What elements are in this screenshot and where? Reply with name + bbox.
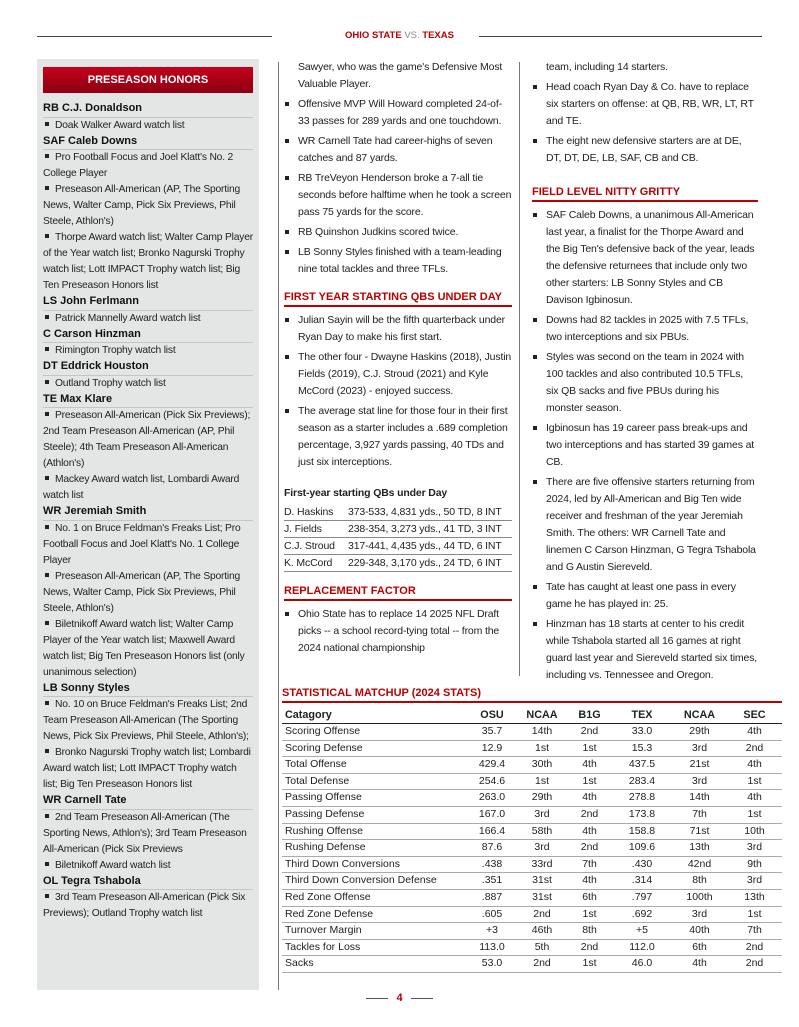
bullet-square-icon: [533, 355, 537, 359]
player-name: LB Sonny Styles: [43, 681, 253, 698]
stats-cell: .314: [612, 873, 672, 890]
honor-text: No. 10 on Bruce Feldman's Freaks List; 2nd Team Preseason All-American (The Sporting News, Pick Six Previews, Phil Steele, Athlon's);: [43, 699, 249, 742]
stats-cell: .351: [467, 873, 517, 890]
stats-cell: .438: [467, 856, 517, 873]
bullet-square-icon: [533, 480, 537, 484]
table-row: [282, 956, 782, 973]
bullet-square-icon: [45, 380, 49, 384]
bullet-item: [284, 403, 512, 471]
bullet-item: [284, 244, 512, 278]
stats-cell: Rushing Defense: [282, 840, 467, 857]
page-number: 4: [396, 992, 403, 1004]
stats-cell: Scoring Offense: [282, 724, 467, 741]
stats-cell: 1st: [567, 740, 612, 757]
stats-cell: 1st: [727, 906, 782, 923]
qb-name: D. Haskins: [284, 506, 334, 518]
stats-cell: 263.0: [467, 790, 517, 807]
stats-header: B1G: [567, 703, 612, 724]
column-divider: [278, 62, 279, 990]
preseason-honors-sidebar: [37, 59, 259, 990]
bullet-square-icon: [45, 573, 49, 577]
stats-cell: 1st: [727, 773, 782, 790]
stats-cell: 429.4: [467, 757, 517, 774]
bullet-text: LB Sonny Styles finished with a team-leading nine total tackles and three TFLs.: [298, 246, 502, 275]
intro-text: Sawyer, who was the game's Defensive Most Valuable Player.: [298, 61, 503, 90]
stats-cell: 166.4: [467, 823, 517, 840]
bullet-square-icon: [45, 412, 49, 416]
honor-item: [43, 569, 253, 617]
stats-cell: 4th: [727, 757, 782, 774]
stats-cell: 10th: [727, 823, 782, 840]
stats-cell: 4th: [672, 956, 727, 973]
honor-item: [43, 697, 253, 745]
bullet-square-icon: [533, 139, 537, 143]
stats-cell: 13th: [727, 889, 782, 906]
stats-cell: 5th: [517, 939, 567, 956]
stats-cell: 2nd: [517, 956, 567, 973]
bullet-square-icon: [285, 176, 289, 180]
intro-text: team, including 14 starters.: [546, 61, 668, 73]
stats-cell: Turnover Margin: [282, 923, 467, 940]
table-row: [282, 840, 782, 857]
table-row: [282, 790, 782, 807]
honor-item: [43, 472, 253, 504]
player-name: LS John Ferlmann: [43, 294, 253, 311]
stats-cell: 7th: [672, 806, 727, 823]
bullet-square-icon: [45, 234, 49, 238]
player-name: SAF Caleb Downs: [43, 134, 253, 151]
stats-cell: 2nd: [567, 840, 612, 857]
qb-name: C.J. Stroud: [284, 540, 335, 552]
footer-rule: [366, 998, 388, 999]
stats-cell: 8th: [567, 923, 612, 940]
qb-row: [284, 504, 512, 521]
player-name: RB C.J. Donaldson: [43, 101, 253, 118]
bullet-text: RB TreVeyon Henderson broke a 7-all tie seconds before halftime when he took a screen pass 75 yards for the score.: [298, 172, 512, 218]
footer-rule: [411, 998, 433, 999]
stats-cell: 6th: [672, 939, 727, 956]
stats-table: [282, 703, 782, 973]
stats-cell: 100th: [672, 889, 727, 906]
stats-cell: 2nd: [567, 939, 612, 956]
stats-cell: 1st: [727, 806, 782, 823]
table-row: [282, 806, 782, 823]
bullet-text: Downs had 82 tackles in 2025 with 7.5 TFLs, two interceptions and six PBUs.: [546, 314, 749, 343]
honor-text: Rimington Trophy watch list: [55, 345, 176, 356]
bullet-item: [532, 79, 758, 130]
bullet-text: The other four - Dwayne Haskins (2018), Justin Fields (2019), C.J. Stroud (2021) and Kyle McCord (2023) - enjoyed success.: [298, 351, 512, 397]
bullet-square-icon: [45, 315, 49, 319]
stats-cell: 254.6: [467, 773, 517, 790]
player-name: DT Eddrick Houston: [43, 359, 253, 376]
qb-line: 373-533, 4,831 yds., 50 TD, 8 INT: [348, 506, 502, 518]
honor-item: [43, 858, 253, 874]
section-heading: REPLACEMENT FACTOR: [284, 584, 512, 601]
honor-text: Preseason All-American (Pick Six Previews); 2nd Team Preseason All-American (AP, Phil Steele); 4th Team Preseason All-American (Athlon's): [43, 410, 251, 469]
bullet-item: [284, 96, 512, 130]
honor-item: [43, 118, 253, 134]
stats-cell: 7th: [567, 856, 612, 873]
honor-text: Biletnikoff Award watch list; Walter Camp Player of the Year watch list; Maxwell Award watch list; Big Ten Preseason Honors list (only unanimous selection): [43, 618, 245, 678]
table-row: [282, 923, 782, 940]
stats-header: Catagory: [282, 703, 467, 724]
stats-cell: 3rd: [727, 873, 782, 890]
stats-cell: 278.8: [612, 790, 672, 807]
honor-text: Preseason All-American (AP, The Sporting News, Walter Camp, Pick Six Previews, Phil Steele, Athlon's): [43, 570, 241, 614]
honor-text: 2nd Team Preseason All-American (The Sporting News, Athlon's); 3rd Team Preseason All-American (Pick Six Previews: [43, 811, 247, 855]
qb-line: 238-354, 3,273 yds., 41 TD, 3 INT: [348, 523, 502, 535]
player-name: C Carson Hinzman: [43, 327, 253, 344]
bullet-item: [532, 579, 758, 613]
stats-cell: Red Zone Offense: [282, 889, 467, 906]
stats-cell: Red Zone Defense: [282, 906, 467, 923]
stats-cell: 2nd: [727, 956, 782, 973]
table-row: [282, 740, 782, 757]
stats-cell: 4th: [567, 790, 612, 807]
stats-cell: Third Down Conversion Defense: [282, 873, 467, 890]
stats-cell: 1st: [517, 773, 567, 790]
bullet-square-icon: [45, 894, 49, 898]
stats-cell: .692: [612, 906, 672, 923]
bullet-text: There are five offensive starters returning from 2024, led by All-American and Big Ten wide receiver and freshman of the year Jeremiah Smith. The others: WR Carnell Tate and linemen C Carson Hinzman, G Tegra Tshabola and G Austin Siereveld.: [546, 476, 756, 573]
honor-text: Patrick Mannelly Award watch list: [55, 312, 201, 324]
bullet-item: [532, 616, 758, 684]
stats-cell: 4th: [567, 757, 612, 774]
stats-cell: 437.5: [612, 757, 672, 774]
stats-cell: 9th: [727, 856, 782, 873]
team1-label: OHIO STATE: [345, 30, 402, 41]
stats-header: NCAA: [672, 703, 727, 724]
player-name: TE Max Klare: [43, 392, 253, 409]
section-heading: FIELD LEVEL NITTY GRITTY: [532, 185, 758, 202]
stats-cell: 29th: [517, 790, 567, 807]
stats-cell: 46th: [517, 923, 567, 940]
stats-cell: 87.6: [467, 840, 517, 857]
stats-cell: .887: [467, 889, 517, 906]
bullet-item: [532, 420, 758, 471]
bullet-square-icon: [533, 85, 537, 89]
table-row: [282, 873, 782, 890]
stats-cell: 42nd: [672, 856, 727, 873]
stats-cell: 33rd: [517, 856, 567, 873]
honor-item: [43, 150, 253, 182]
stats-cell: +3: [467, 923, 517, 940]
stats-cell: 21st: [672, 757, 727, 774]
honor-item: [43, 408, 253, 472]
column-2: [284, 59, 512, 660]
honor-text: Pro Football Focus and Joel Klatt's No. 2 College Player: [43, 152, 234, 179]
column-divider: [519, 62, 520, 676]
honor-text: Preseason All-American (AP, The Sporting News, Walter Camp, Pick Six Previews, Phil Steele, Athlon's): [43, 184, 241, 227]
honor-text: Mackey Award watch list, Lombardi Award watch list: [43, 474, 240, 501]
stats-cell: 2nd: [517, 906, 567, 923]
stats-cell: 1st: [567, 956, 612, 973]
bullet-square-icon: [45, 621, 49, 625]
bullet-text: The eight new defensive starters are at DE, DT, DT, DE, LB, SAF, CB and CB.: [546, 135, 742, 164]
bullet-square-icon: [533, 426, 537, 430]
stats-cell: +5: [612, 923, 672, 940]
stats-cell: 109.6: [612, 840, 672, 857]
stats-cell: 15.3: [612, 740, 672, 757]
player-name: WR Jeremiah Smith: [43, 504, 253, 521]
honor-text: Biletnikoff Award watch list: [55, 859, 171, 871]
sidebar-title: PRESEASON HONORS: [43, 67, 253, 93]
bullet-text: Julian Sayin will be the fifth quarterback under Ryan Day to make his first start.: [298, 314, 506, 343]
stats-cell: 3rd: [672, 906, 727, 923]
qb-row: [284, 555, 512, 572]
bullet-item: [284, 170, 512, 221]
table-row: [282, 939, 782, 956]
stats-cell: 2nd: [727, 939, 782, 956]
stats-cell: .430: [612, 856, 672, 873]
bullet-square-icon: [285, 102, 289, 106]
stats-cell: 71st: [672, 823, 727, 840]
honor-item: [43, 745, 253, 793]
qb-line: 229-348, 3,170 yds., 24 TD, 6 INT: [348, 557, 502, 569]
stats-cell: 2nd: [567, 806, 612, 823]
bullet-item: [284, 349, 512, 400]
bullet-square-icon: [533, 622, 537, 626]
vs-label: VS.: [404, 30, 420, 41]
statistical-matchup: [282, 686, 782, 973]
bullet-text: Tate has caught at least one pass in every game he has played in: 25.: [546, 581, 736, 610]
bullet-item: [532, 133, 758, 167]
honor-item: [43, 890, 253, 922]
stats-cell: Tackles for Loss: [282, 939, 467, 956]
bullet-item: [532, 474, 758, 576]
stats-cell: 12.9: [467, 740, 517, 757]
qb-name: J. Fields: [284, 523, 322, 535]
table-row: [282, 906, 782, 923]
bullet-text: Hinzman has 18 starts at center to his credit while Tshabola started all 16 games at right guard last year and Siereveld started six times, including vs. Tennessee and Oregon.: [546, 618, 758, 681]
bullet-text: RB Quinshon Judkins scored twice.: [298, 226, 459, 238]
honor-item: [43, 810, 253, 858]
player-name: WR Carnell Tate: [43, 793, 253, 810]
table-row: [282, 757, 782, 774]
honor-item: [43, 343, 253, 359]
bullet-item: [532, 312, 758, 346]
stats-cell: 4th: [567, 873, 612, 890]
header-rule-left: [37, 36, 272, 37]
stats-cell: 113.0: [467, 939, 517, 956]
honor-item: [43, 311, 253, 327]
honor-item: [43, 617, 253, 681]
bullet-square-icon: [285, 612, 289, 616]
stats-header: OSU: [467, 703, 517, 724]
stats-cell: 1st: [567, 773, 612, 790]
bullet-square-icon: [45, 862, 49, 866]
stats-cell: Rushing Offense: [282, 823, 467, 840]
stats-cell: 4th: [727, 790, 782, 807]
bullet-square-icon: [533, 585, 537, 589]
stats-cell: 3rd: [672, 773, 727, 790]
stats-cell: 35.7: [467, 724, 517, 741]
stats-header: TEX: [612, 703, 672, 724]
qb-table: [284, 504, 512, 572]
bullet-item: [532, 349, 758, 417]
stats-cell: 3rd: [517, 840, 567, 857]
bullet-text: Styles was second on the team in 2024 with 100 tackles and also contributed 10.5 TFLs, six QB sacks and five PBUs during his monster season.: [546, 351, 744, 414]
bullet-text: SAF Caleb Downs, a unanimous All-American last year, a finalist for the Thorpe Award and the Big Ten's defensive back of the year, leads the defensive returnees that include only two other starters: LB Sonny Styles and CB Davison Igbinosun.: [546, 209, 755, 306]
bullet-text: WR Carnell Tate had career-highs of seven catches and 87 yards.: [298, 135, 493, 164]
table-row: [282, 823, 782, 840]
bullet-item: [284, 606, 512, 657]
player-name: OL Tegra Tshabola: [43, 874, 253, 891]
qb-name: K. McCord: [284, 557, 333, 569]
bullet-square-icon: [45, 701, 49, 705]
stats-cell: 6th: [567, 889, 612, 906]
column-3: [532, 59, 758, 687]
honor-text: Doak Walker Award watch list: [55, 119, 185, 131]
bullet-square-icon: [285, 230, 289, 234]
bullet-square-icon: [45, 122, 49, 126]
bullet-square-icon: [285, 250, 289, 254]
bullet-square-icon: [285, 355, 289, 359]
header-rule-right: [479, 36, 762, 37]
bullet-square-icon: [45, 186, 49, 190]
stats-cell: 3rd: [727, 840, 782, 857]
stats-cell: 14th: [672, 790, 727, 807]
honor-text: Bronko Nagurski Trophy watch list; Lombardi Award watch list; Lott IMPACT Trophy watch list; Big Ten Preseason Honors list: [43, 747, 251, 790]
table-row: [282, 856, 782, 873]
stats-cell: Third Down Conversions: [282, 856, 467, 873]
bullet-item: [284, 133, 512, 167]
stats-cell: 1st: [567, 906, 612, 923]
stats-cell: Total Offense: [282, 757, 467, 774]
honor-item: [43, 376, 253, 392]
stats-cell: 167.0: [467, 806, 517, 823]
bullet-text: Igbinosun has 19 career pass break-ups and two interceptions and has started 39 games at CB.: [546, 422, 755, 468]
stats-cell: 8th: [672, 873, 727, 890]
bullet-item: [284, 224, 512, 241]
stats-cell: 2nd: [727, 740, 782, 757]
stats-cell: 3rd: [672, 740, 727, 757]
bullet-text: The average stat line for those four in their first season as a starter includes a .689 completion percentage, 3,927 yards passing, 40 TDs and just six interceptions.: [298, 405, 508, 468]
qb-row: [284, 538, 512, 555]
bullet-text: Head coach Ryan Day & Co. have to replace six starters on offense: at QB, RB, WR, LT, RT and TE.: [546, 81, 754, 127]
honor-text: No. 1 on Bruce Feldman's Freaks List; Pro Football Focus and Joel Klatt's No. 1 College Player: [43, 522, 241, 566]
stats-cell: 3rd: [517, 806, 567, 823]
team2-label: TEXAS: [422, 30, 454, 41]
stats-cell: 4th: [567, 823, 612, 840]
stats-cell: Scoring Defense: [282, 740, 467, 757]
bullet-square-icon: [45, 476, 49, 480]
honor-text: Outland Trophy watch list: [55, 377, 166, 389]
bullet-item: [284, 312, 512, 346]
table-row: [282, 724, 782, 741]
stats-cell: Passing Defense: [282, 806, 467, 823]
stats-cell: 2nd: [567, 724, 612, 741]
section-heading: FIRST YEAR STARTING QBS UNDER DAY: [284, 290, 512, 307]
bullet-square-icon: [285, 139, 289, 143]
stats-cell: 173.8: [612, 806, 672, 823]
stats-cell: 283.4: [612, 773, 672, 790]
table-row: [282, 773, 782, 790]
stats-cell: .797: [612, 889, 672, 906]
page-footer: [0, 992, 799, 1004]
qb-row: [284, 521, 512, 538]
honor-item: [43, 182, 253, 230]
stats-cell: 29th: [672, 724, 727, 741]
honor-text: 3rd Team Preseason All-American (Pick Six Previews); Outland Trophy watch list: [43, 892, 246, 919]
stats-title: STATISTICAL MATCHUP (2024 STATS): [282, 686, 782, 703]
bullet-square-icon: [45, 814, 49, 818]
bullet-square-icon: [533, 318, 537, 322]
stats-cell: 7th: [727, 923, 782, 940]
bullet-square-icon: [285, 318, 289, 322]
bullet-item: [532, 207, 758, 309]
stats-cell: 14th: [517, 724, 567, 741]
stats-cell: 158.8: [612, 823, 672, 840]
stats-cell: 40th: [672, 923, 727, 940]
stats-cell: 31st: [517, 889, 567, 906]
stats-header: NCAA: [517, 703, 567, 724]
bullet-square-icon: [45, 749, 49, 753]
honor-item: [43, 521, 253, 569]
stats-cell: 53.0: [467, 956, 517, 973]
stats-cell: Total Defense: [282, 773, 467, 790]
stats-cell: 30th: [517, 757, 567, 774]
stats-cell: 13th: [672, 840, 727, 857]
bullet-square-icon: [45, 347, 49, 351]
stats-cell: Sacks: [282, 956, 467, 973]
stats-cell: .605: [467, 906, 517, 923]
bullet-square-icon: [285, 409, 289, 413]
stats-cell: 33.0: [612, 724, 672, 741]
bullet-square-icon: [45, 154, 49, 158]
stats-header: SEC: [727, 703, 782, 724]
stats-cell: 4th: [727, 724, 782, 741]
stats-cell: 58th: [517, 823, 567, 840]
bullet-text: Ohio State has to replace 14 2025 NFL Draft picks -- a school record-tying total -- from the 2024 national championship: [298, 608, 500, 654]
table-row: [282, 889, 782, 906]
stats-cell: Passing Offense: [282, 790, 467, 807]
bullet-square-icon: [533, 213, 537, 217]
qb-line: 317-441, 4,435 yds., 44 TD, 6 INT: [348, 540, 502, 552]
bullet-square-icon: [45, 525, 49, 529]
honor-item: [43, 230, 253, 294]
qb-table-title: First-year starting QBs under Day: [284, 487, 448, 499]
stats-cell: 46.0: [612, 956, 672, 973]
honor-text: Thorpe Award watch list; Walter Camp Player of the Year watch list; Bronko Nagurski Trophy watch list; Lott IMPACT Trophy watch list; Big Ten Preseason Honors list: [43, 232, 253, 291]
bullet-text: Offensive MVP Will Howard completed 24-of-33 passes for 289 yards and one touchdown.: [298, 98, 502, 127]
stats-cell: 112.0: [612, 939, 672, 956]
stats-cell: 31st: [517, 873, 567, 890]
stats-cell: 1st: [517, 740, 567, 757]
